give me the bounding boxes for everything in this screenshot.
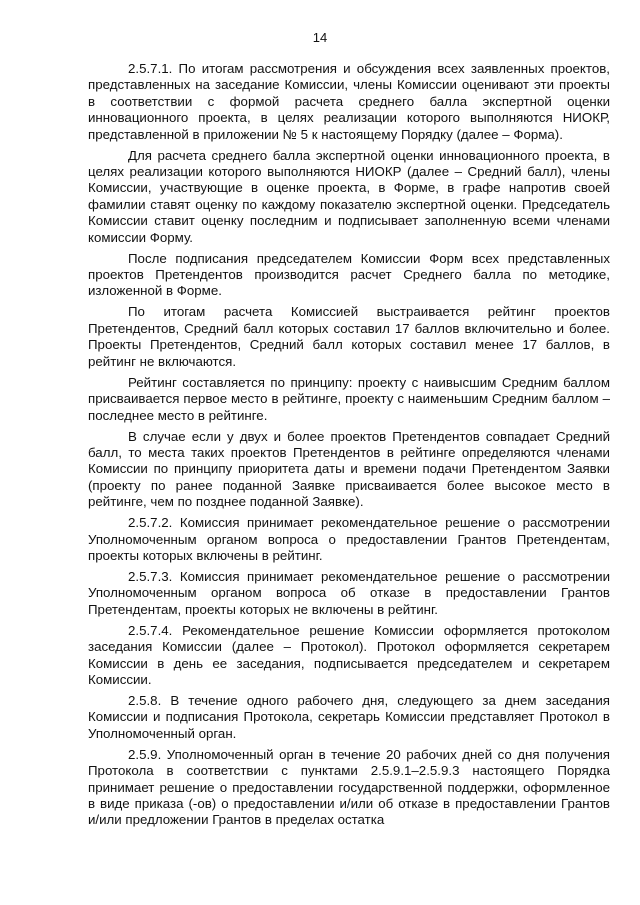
paragraph-2-5-7-4: 2.5.7.4. Рекомендательное решение Комиссии оформляется протоколом заседания Комиссии (далее – Протокол). Протокол оформляется секретарем Комиссии в день ее заседания, подписывается председателем и секретарем Комиссии. — [88, 622, 610, 687]
paragraph-rating-threshold: По итогам расчета Комиссией выстраивается рейтинг проектов Претендентов, Средний балл которых составил 17 баллов включительно и более. Проекты Претендентов, Средний балл которых составил менее 17 баллов, в рейтинг не включаются. — [88, 304, 610, 369]
paragraph-2-5-8: 2.5.8. В течение одного рабочего дня, следующего за днем заседания Комиссии и подписания Протокола, секретарь Комиссии представляет Протокол в Уполномоченный орган. — [88, 692, 610, 741]
page-number: 14 — [312, 30, 328, 45]
paragraph-rating-principle: Рейтинг составляется по принципу: проекту с наивысшим Средним баллом присваивается первое место в рейтинге, проекту с наименьшим Средним баллом – последнее место в рейтинге. — [88, 374, 610, 423]
paragraph-score-calculation: После подписания председателем Комиссии Форм всех представленных проектов Претендентов производится расчет Среднего балла по методике, изложенной в Форме. — [88, 250, 610, 299]
paragraph-2-5-9: 2.5.9. Уполномоченный орган в течение 20 рабочих дней со дня получения Протокола в соответствии с пунктами 2.5.9.1–2.5.9.3 настоящего Порядка принимает решение о предоставлении государственной поддержки, оформленное в виде приказа (-ов) о предоставлении и/или об отказе в предоставлении Грантов и/или предложении Грантов в пределах остатка — [88, 746, 610, 828]
paragraph-2-5-7-2: 2.5.7.2. Комиссия принимает рекомендательное решение о рассмотрении Уполномоченным органом вопроса о предоставлении Грантов Претендентам, проекты которых включены в рейтинг. — [88, 515, 610, 563]
paragraph-2-5-7-1: 2.5.7.1. По итогам рассмотрения и обсуждения всех заявленных проектов, представленных на заседание Комиссии, члены Комиссии оценивают эти проекты в соответствии с формой расчета среднего балла экспертной оценки инновационного проекта, в целях реализации которого выполняются НИОКР, представленной в приложении № 5 к настоящему Порядку (далее – Форма). — [88, 61, 610, 142]
document-body — [88, 61, 610, 833]
paragraph-2-5-7-3: 2.5.7.3. Комиссия принимает рекомендательное решение о рассмотрении Уполномоченным органом вопроса об отказе в предоставлении Грантов Претендентам, проекты которых не включены в рейтинг. — [88, 568, 610, 617]
paragraph-tie-break: В случае если у двух и более проектов Претендентов совпадает Средний балл, то места таких проектов Претендентов в рейтинге определяются членами Комиссии по принципу приоритета даты и времени подачи Претендентом Заявки (проекту по ранее поданной Заявке присваивается более высокое место в рейтинге, чем по позднее поданной Заявке). — [88, 428, 610, 510]
paragraph-average-score: Для расчета среднего балла экспертной оценки инновационного проекта, в целях реализации которого выполняются НИОКР (далее – Средний балл), члены Комиссии, участвующие в оценке проекта, в Форме, в графе напротив своей фамилии ставят оценку по каждому показателю экспертной оценки. Председатель Комиссии ставит оценку последним и подписывает заполненную всеми членами комиссии Форму. — [88, 147, 610, 245]
